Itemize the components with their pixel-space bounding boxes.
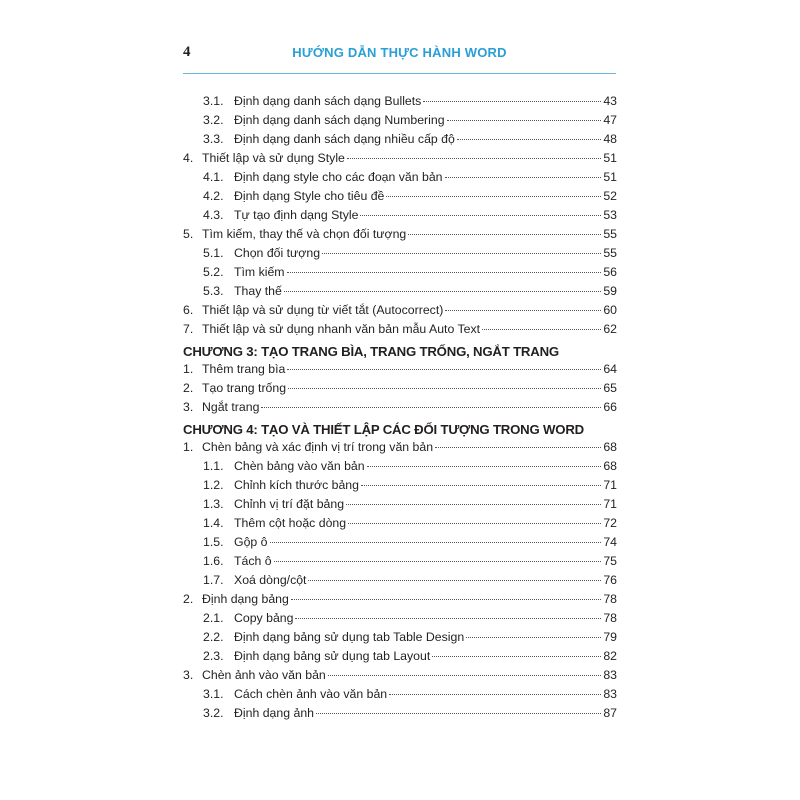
toc-entry-title: Tự tạo định dạng Style [234, 208, 359, 222]
toc-entry[interactable] [183, 132, 617, 151]
dot-leader [360, 215, 601, 216]
toc-entry[interactable] [183, 362, 617, 381]
dot-leader [308, 580, 601, 581]
toc-entry[interactable] [183, 113, 617, 132]
toc-entry-page: 74 [603, 535, 617, 549]
toc-entry-page: 82 [603, 649, 617, 663]
page-number: 4 [183, 44, 191, 60]
dot-leader [346, 504, 601, 505]
toc-entry-page: 47 [603, 113, 617, 127]
toc-entry-number: 1.6. [203, 554, 224, 568]
dot-leader [284, 291, 601, 292]
toc-entry[interactable] [183, 322, 617, 341]
dot-leader [445, 177, 602, 178]
toc-entry-number: 3. [183, 400, 194, 414]
toc-entry-title: Định dạng style cho các đoạn văn bản [234, 170, 443, 184]
dot-leader [408, 234, 601, 235]
toc-entry-page: 62 [603, 322, 617, 336]
toc-entry[interactable] [183, 400, 617, 419]
toc-entry-title: Tìm kiếm, thay thế và chọn đối tượng [202, 227, 407, 241]
toc-entry-number: 1.2. [203, 478, 224, 492]
toc-entry-title: Định dạng bảng [202, 592, 289, 606]
page-header [183, 44, 616, 66]
toc-entry[interactable] [183, 284, 617, 303]
toc-entry-page: 60 [603, 303, 617, 317]
toc-entry-number: 3.2. [203, 706, 224, 720]
toc-entry-page: 66 [603, 400, 617, 414]
toc-entry-title: Thêm trang bìa [202, 362, 286, 376]
dot-leader [316, 713, 601, 714]
toc-entry[interactable] [183, 440, 617, 459]
toc-entry-number: 2. [183, 381, 194, 395]
toc-entry-number: 2.1. [203, 611, 224, 625]
dot-leader [361, 485, 601, 486]
toc-entry-title: Chỉnh kích thước bảng [234, 478, 359, 492]
toc-entry-page: 78 [603, 611, 617, 625]
toc-entry-number: 5.1. [203, 246, 224, 260]
toc-entry[interactable] [183, 592, 617, 611]
toc-entry-page: 64 [603, 362, 617, 376]
toc-entry-title: Thay thế [234, 284, 282, 298]
toc-entry[interactable] [183, 497, 617, 516]
dot-leader [270, 542, 602, 543]
toc-entry[interactable] [183, 630, 617, 649]
toc-entry[interactable] [183, 265, 617, 284]
dot-leader [466, 637, 601, 638]
toc-entry-number: 6. [183, 303, 194, 317]
chapter-heading: CHƯƠNG 3: TẠO TRANG BÌA, TRANG TRỐNG, NGẮT TRANG [183, 344, 559, 359]
toc-entry-title: Tìm kiếm [234, 265, 285, 279]
toc-entry-page: 68 [603, 459, 617, 473]
toc-entry-number: 3.1. [203, 687, 224, 701]
toc-entry-number: 2. [183, 592, 194, 606]
toc-entry-title: Gộp ô [234, 535, 268, 549]
toc-entry-number: 2.2. [203, 630, 224, 644]
dot-leader [288, 388, 601, 389]
toc-entry-title: Thiết lập và sử dụng Style [202, 151, 345, 165]
toc-entry[interactable] [183, 170, 617, 189]
toc-entry-page: 71 [603, 478, 617, 492]
book-title: HƯỚNG DẪN THỰC HÀNH WORD [292, 45, 507, 60]
toc-entry-title: Copy bảng [234, 611, 294, 625]
toc-entry-number: 1. [183, 440, 194, 454]
toc-entry-number: 3.3. [203, 132, 224, 146]
toc-entry[interactable] [183, 611, 617, 630]
toc-entry[interactable] [183, 151, 617, 170]
dot-leader [445, 310, 601, 311]
dot-leader [348, 523, 601, 524]
toc-entry-number: 4.1. [203, 170, 224, 184]
dot-leader [291, 599, 601, 600]
toc-entry-page: 53 [603, 208, 617, 222]
toc-entry-page: 59 [603, 284, 617, 298]
toc-entry-number: 3.1. [203, 94, 224, 108]
toc-entry[interactable] [183, 516, 617, 535]
dot-leader [457, 139, 601, 140]
toc-entry-number: 1.5. [203, 535, 224, 549]
toc-entry-title: Tách ô [234, 554, 272, 568]
toc-entry-page: 75 [603, 554, 617, 568]
toc-entry-title: Định dạng ảnh [234, 706, 314, 720]
toc-entry[interactable] [183, 554, 617, 573]
toc-entry-page: 87 [603, 706, 617, 720]
toc-entry-title: Định dạng danh sách dạng Bullets [234, 94, 422, 108]
table-of-contents [183, 94, 617, 725]
toc-entry-title: Tạo trang trống [202, 381, 287, 395]
toc-entry-title: Cách chèn ảnh vào văn bản [234, 687, 388, 701]
toc-entry-number: 1.7. [203, 573, 224, 587]
toc-entry-page: 83 [603, 687, 617, 701]
toc-entry[interactable] [183, 246, 617, 265]
toc-entry-number: 2.3. [203, 649, 224, 663]
dot-leader [287, 369, 601, 370]
toc-entry-number: 1.1. [203, 459, 224, 473]
toc-entry-page: 79 [603, 630, 617, 644]
dot-leader [447, 120, 602, 121]
toc-entry-number: 3.2. [203, 113, 224, 127]
toc-entry-page: 51 [603, 151, 617, 165]
toc-entry-page: 48 [603, 132, 617, 146]
toc-entry-page: 52 [603, 189, 617, 203]
dot-leader [423, 101, 601, 102]
dot-leader [482, 329, 601, 330]
dot-leader [322, 253, 601, 254]
toc-entry-number: 5.3. [203, 284, 224, 298]
toc-entry[interactable] [183, 459, 617, 478]
toc-entry[interactable] [183, 668, 617, 687]
dot-leader [261, 407, 601, 408]
toc-entry[interactable] [183, 189, 617, 208]
toc-entry-title: Định dạng Style cho tiêu đề [234, 189, 385, 203]
toc-entry-page: 72 [603, 516, 617, 530]
toc-entry-title: Xoá dòng/cột [234, 573, 307, 587]
toc-entry-number: 1. [183, 362, 194, 376]
toc-entry-page: 51 [603, 170, 617, 184]
toc-entry-number: 1.4. [203, 516, 224, 530]
toc-entry-number: 5.2. [203, 265, 224, 279]
toc-entry-title: Chèn ảnh vào văn bản [202, 668, 326, 682]
toc-entry-page: 83 [603, 668, 617, 682]
dot-leader [435, 447, 601, 448]
toc-entry-title: Định dạng danh sách dạng Numbering [234, 113, 445, 127]
toc-entry-page: 78 [603, 592, 617, 606]
toc-entry-title: Chọn đối tượng [234, 246, 321, 260]
chapter-heading: CHƯƠNG 4: TẠO VÀ THIẾT LẬP CÁC ĐỐI TƯỢNG TRONG WORD [183, 422, 584, 437]
toc-entry-title: Chỉnh vị trí đặt bảng [234, 497, 345, 511]
toc-entry-page: 71 [603, 497, 617, 511]
toc-entry-title: Định dạng bảng sử dụng tab Table Design [234, 630, 465, 644]
toc-entry-number: 4. [183, 151, 194, 165]
toc-entry-page: 56 [603, 265, 617, 279]
toc-entry[interactable] [183, 208, 617, 227]
toc-entry-number: 4.2. [203, 189, 224, 203]
toc-entry-number: 7. [183, 322, 194, 336]
toc-entry[interactable] [183, 94, 617, 113]
toc-entry[interactable] [183, 381, 617, 400]
toc-entry-page: 55 [603, 227, 617, 241]
toc-entry-title: Chèn bảng và xác định vị trí trong văn bản [202, 440, 434, 454]
toc-entry-title: Thiết lập và sử dụng từ viết tắt (Autocorrect) [202, 303, 444, 317]
toc-entry-page: 43 [603, 94, 617, 108]
dot-leader [389, 694, 601, 695]
dot-leader [274, 561, 602, 562]
dot-leader [328, 675, 602, 676]
toc-entry[interactable] [183, 687, 617, 706]
toc-entry-number: 1.3. [203, 497, 224, 511]
toc-entry-title: Ngắt trang [202, 400, 260, 414]
toc-entry-title: Định dạng bảng sử dụng tab Layout [234, 649, 431, 663]
toc-entry-number: 4.3. [203, 208, 224, 222]
toc-entry[interactable] [183, 706, 617, 725]
toc-entry-page: 65 [603, 381, 617, 395]
toc-entry-title: Thêm cột hoặc dòng [234, 516, 347, 530]
toc-entry[interactable] [183, 303, 617, 322]
toc-entry-page: 68 [603, 440, 617, 454]
toc-entry-title: Chèn bảng vào văn bản [234, 459, 365, 473]
toc-entry[interactable] [183, 478, 617, 497]
toc-entry-page: 55 [603, 246, 617, 260]
toc-entry[interactable] [183, 573, 617, 592]
toc-entry-title: Định dạng danh sách dạng nhiều cấp độ [234, 132, 455, 146]
toc-entry-page: 76 [603, 573, 617, 587]
dot-leader [347, 158, 601, 159]
toc-entry[interactable] [183, 649, 617, 668]
toc-entry[interactable] [183, 227, 617, 246]
toc-entry[interactable] [183, 535, 617, 554]
header-divider [183, 73, 616, 74]
toc-entry-number: 5. [183, 227, 194, 241]
toc-entry-title: Thiết lập và sử dụng nhanh văn bản mẫu Auto Text [202, 322, 481, 336]
dot-leader [367, 466, 602, 467]
dot-leader [287, 272, 602, 273]
toc-entry-number: 3. [183, 668, 194, 682]
dot-leader [386, 196, 601, 197]
dot-leader [295, 618, 601, 619]
dot-leader [432, 656, 601, 657]
